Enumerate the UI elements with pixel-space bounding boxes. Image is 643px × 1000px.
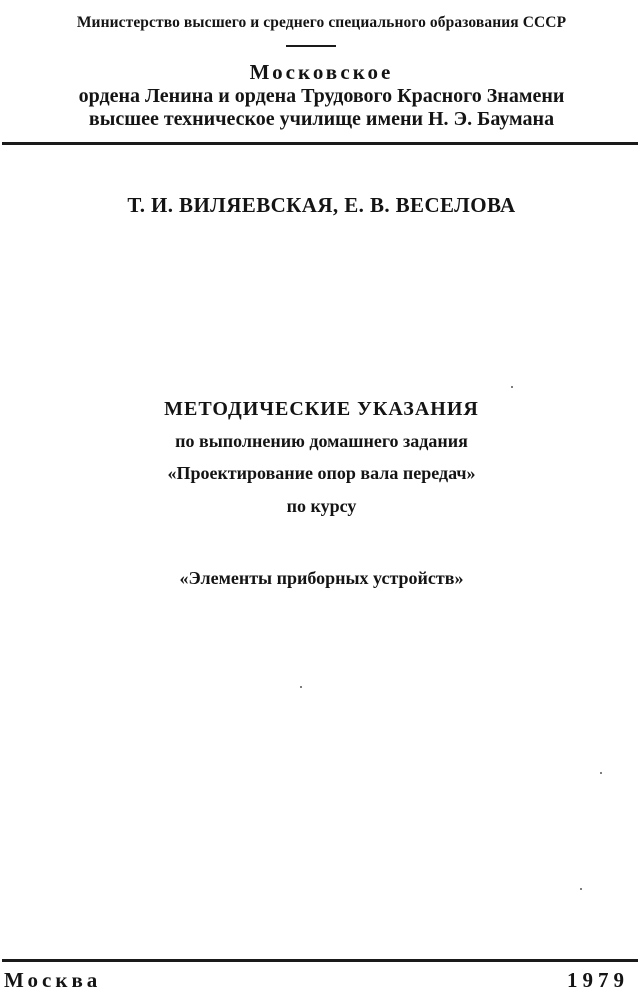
print-speck xyxy=(600,772,602,774)
print-speck xyxy=(580,888,582,890)
course-name: «Элементы приборных устройств» xyxy=(179,568,464,588)
subtitle-line-3: по курсу xyxy=(286,496,357,516)
header-divider xyxy=(2,142,638,145)
subtitle-line-1: по выполнению домашнего задания xyxy=(175,431,468,451)
ministry-name: Министерство высшего и среднего специального образования СССР xyxy=(76,14,567,31)
print-speck xyxy=(511,386,513,388)
header-short-divider xyxy=(286,45,336,47)
institution-school: высшее техническое училище имени Н. Э. Баумана xyxy=(88,108,555,130)
subtitle-line-2: «Проектирование опор вала передач» xyxy=(167,463,476,483)
print-speck xyxy=(300,686,302,688)
document-title: МЕТОДИЧЕСКИЕ УКАЗАНИЯ xyxy=(164,398,479,420)
publication-year: 1979 xyxy=(567,968,629,992)
publication-city: Москва xyxy=(4,968,102,992)
footer-divider xyxy=(2,959,638,962)
institution-orders: ордена Ленина и ордена Трудового Красного Знамени xyxy=(78,85,565,107)
authors: Т. И. ВИЛЯЕВСКАЯ, Е. В. ВЕСЕЛОВА xyxy=(127,193,516,217)
institution-name: Московское xyxy=(249,60,394,84)
